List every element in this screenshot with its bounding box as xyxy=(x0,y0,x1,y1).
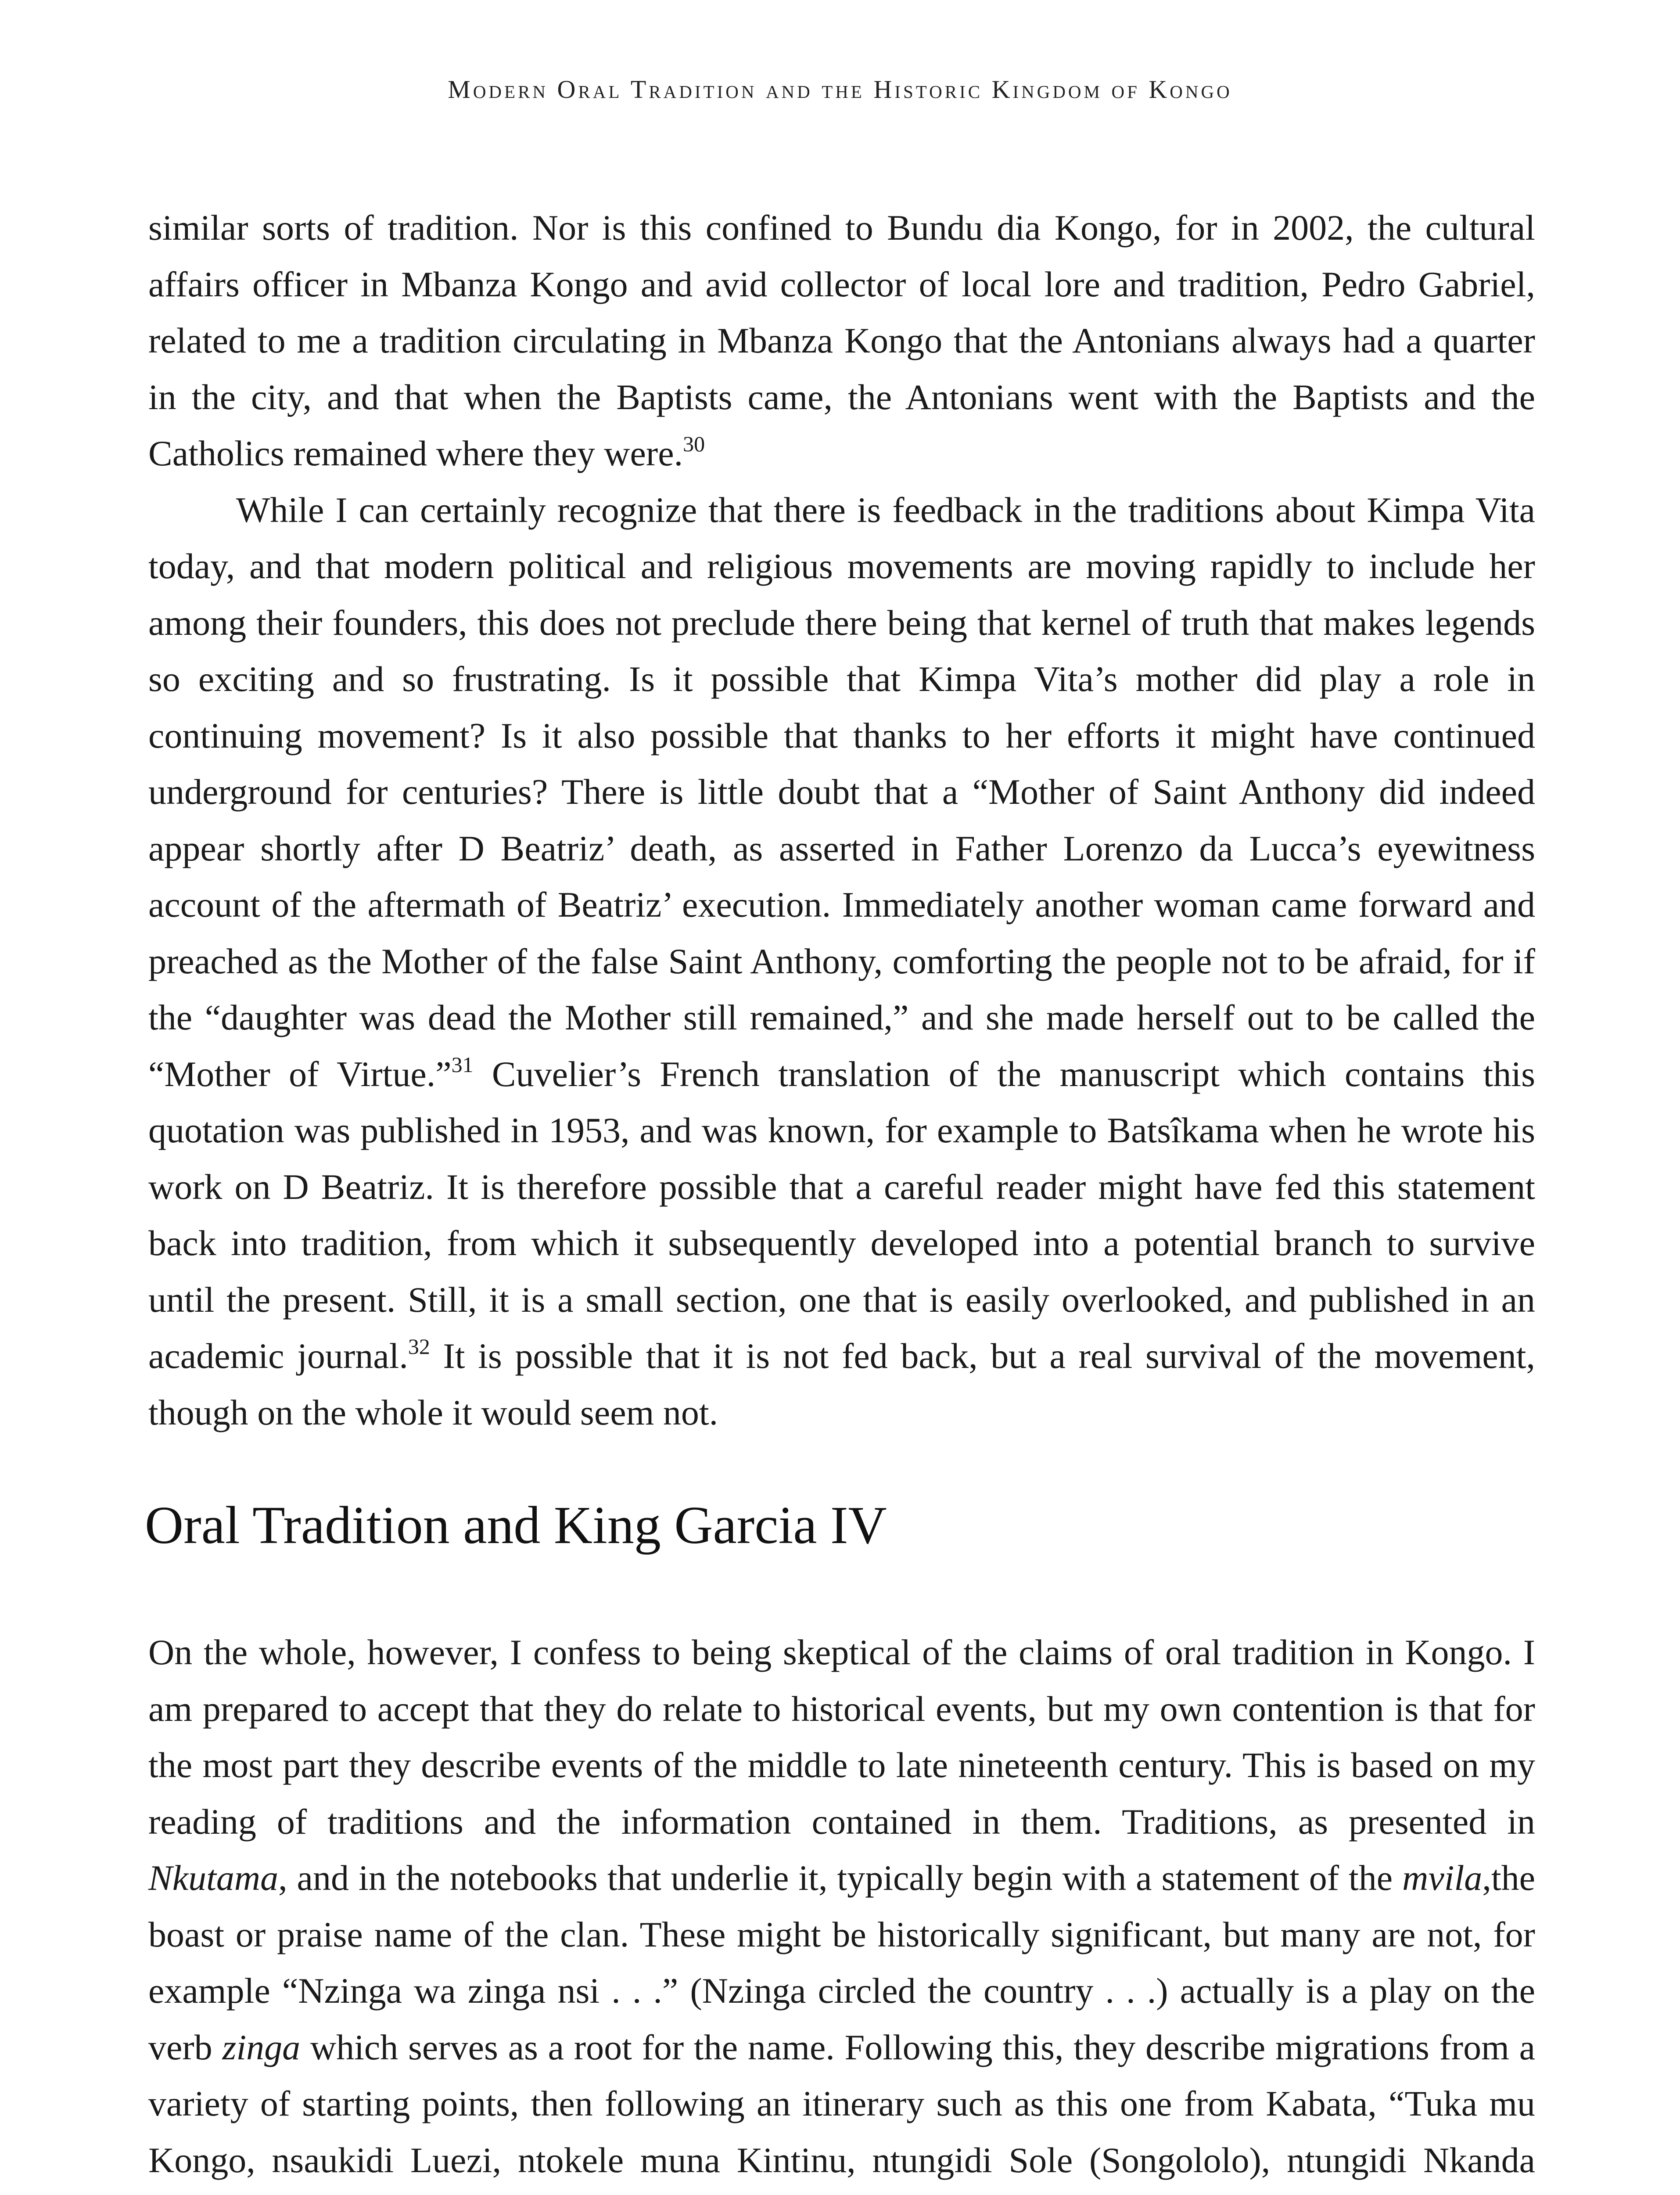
paragraph-text: On the whole, however, I confess to being skeptical of the claims of oral tradition in Kongo. I am prepared to accept that they do relate to historical events, but my own contention is that for the most part they describe events of the middle to late nineteenth century. This is based on my reading of traditions and the information contained in them. Traditions, as presented in xyxy=(148,1632,1535,1842)
paragraph-continuation xyxy=(148,200,1535,482)
footnote-ref-31: 31 xyxy=(451,1052,474,1077)
paragraph-text: which serves as a root for the name. Following this, they describe migrations from a variety of starting points, then following an itinerary such as this one from Kabata, “Tuka mu Kongo, nsaukidi Luezi, ntokele muna Kintinu, ntungidi Sole (Songololo), ntungidi Nkanda xyxy=(148,2027,1536,2180)
paragraph-text: ,the boast or praise name of the clan. These might be historically significant, but many are not, for example “Nzinga wa zinga nsi . . .” (Nzinga circled the country . . .) actually is a play on the verb xyxy=(148,1858,1535,2067)
paragraph-text: Cuvelier’s French translation of the manuscript which contains this quotation was published in 1953, and was known, for example to Batsîkama when he wrote his work on D Beatriz. It is therefore possible that a careful reader might have fed this statement back into tradition, from which it subsequently developed into a potential branch to survive until the present. Still, it is a small section, one that is easily overlooked, and published in an academic journal. xyxy=(148,1054,1535,1376)
footnote-ref-30: 30 xyxy=(683,432,705,456)
paragraph-text: similar sorts of tradition. Nor is this confined to Bundu dia Kongo, for in 2002, the cultural affairs officer in Mbanza Kongo and avid collector of local lore and tradition, Pedro Gabriel, related to me a tradition circulating in Mbanza Kongo that the Antonians always had a quarter in the city, and that when the Baptists came, the Antonians went with the Baptists and the Catholics remained where they were. xyxy=(148,208,1535,473)
text-block-bottom xyxy=(148,1624,1535,2195)
italic-term-mvila: mvila xyxy=(1402,1858,1483,1898)
footnote-ref-32: 32 xyxy=(408,1334,430,1359)
paragraph-text: , and in the notebooks that underlie it, typically begin with a statement of the xyxy=(278,1858,1403,1898)
paragraph-text: It is possible that it is not fed back, but a real survival of the movement, though on the whole it would seem not. xyxy=(148,1336,1535,1432)
italic-term-zinga: zinga xyxy=(222,2027,301,2067)
italic-term-nkutama: Nkutama xyxy=(148,1858,279,1898)
running-head: Modern Oral Tradition and the Historic Kingdom of Kongo xyxy=(448,75,1232,104)
paragraph-oral-tradition xyxy=(148,1624,1535,2195)
paragraph-kimpa-vita xyxy=(148,482,1535,1441)
paragraph-text: While I can certainly recognize that there is feedback in the traditions about Kimpa Vita today, and that modern political and religious movements are moving rapidly to include her among their founders, this does not preclude there being that kernel of truth that makes legends so exciting and so frustrating. Is it possible that Kimpa Vita’s mother did play a role in continuing movement? Is it also possible that thanks to her efforts it might have continued underground for centuries? There is little doubt that a “Mother of Saint Anthony did indeed appear shortly after D Beatriz’ death, as asserted in Father Lorenzo da Lucca’s eyewitness account of the aftermath of Beatriz’ execution. Immediately another woman came forward and preached as the Mother of the false Saint Anthony, comforting the people not to be afraid, for if the “daughter was dead the Mother still remained,” and she made herself out to be called the “Mother of Virtue.” xyxy=(148,489,1535,1094)
section-heading: Oral Tradition and King Garcia IV xyxy=(145,1496,887,1555)
text-block-top xyxy=(148,200,1535,1441)
